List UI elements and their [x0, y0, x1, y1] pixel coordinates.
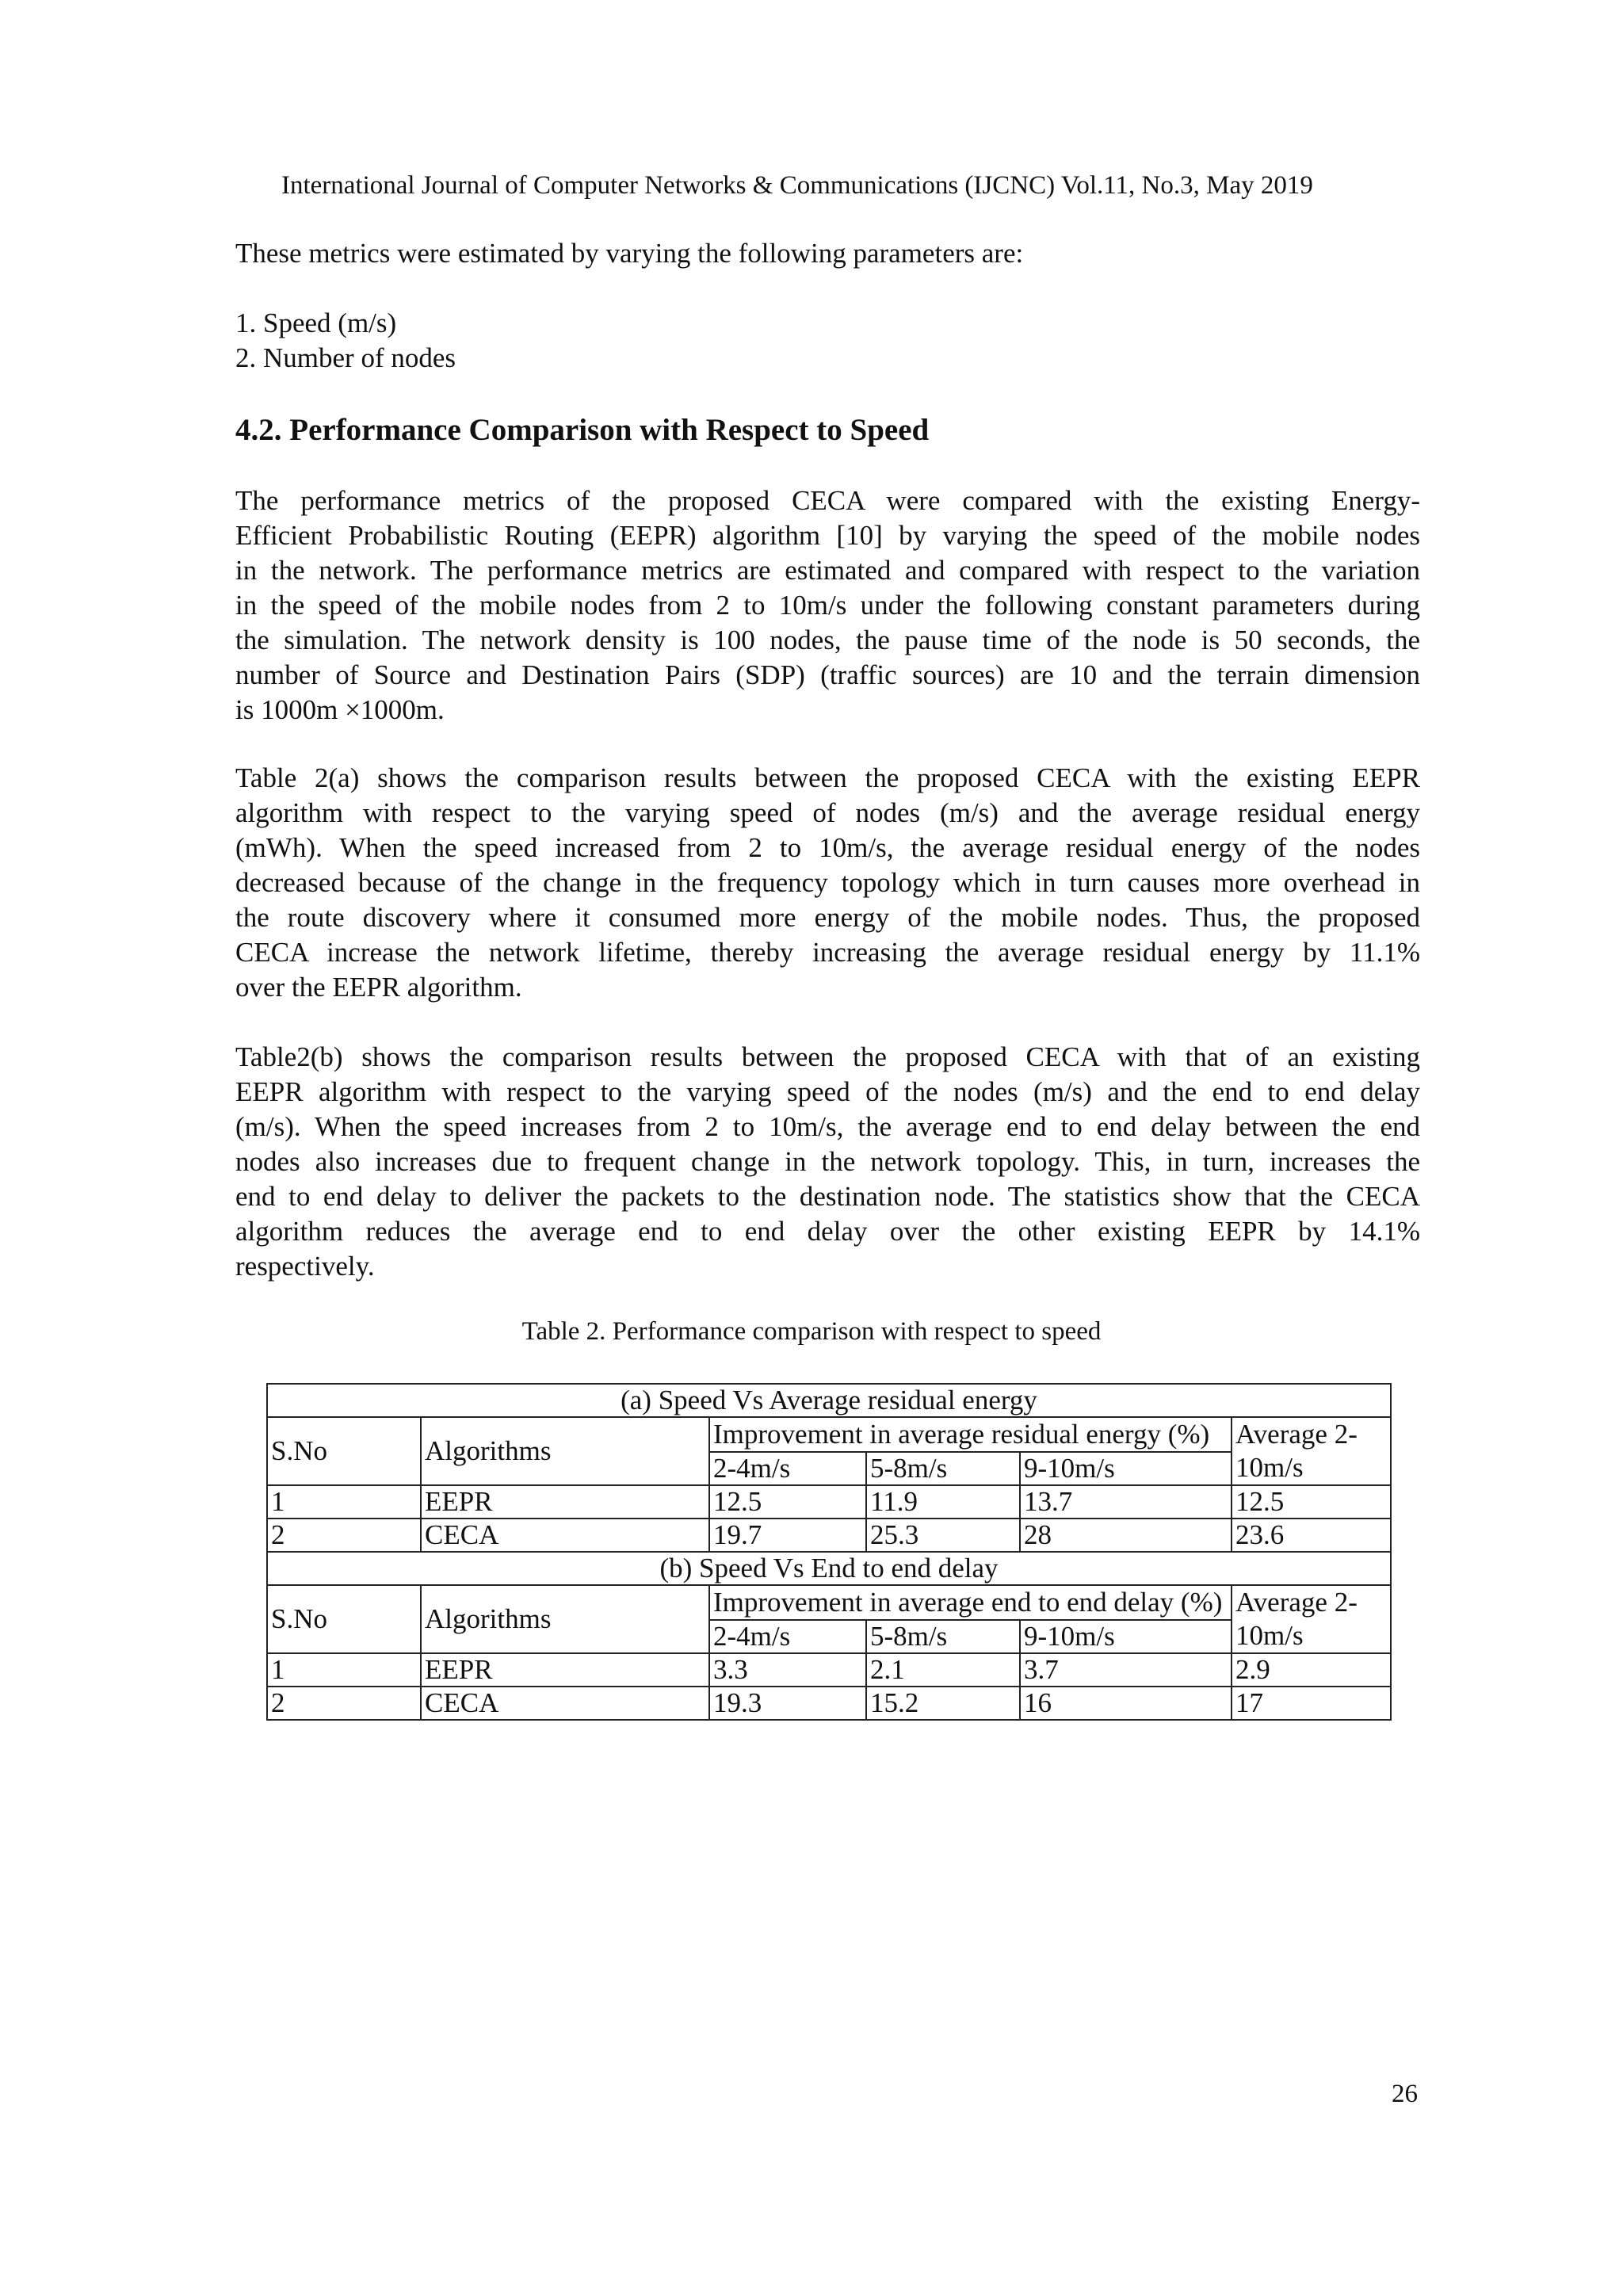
table-a-average-header: Average 2-10m/s — [1232, 1417, 1391, 1485]
table-a-algorithms-header: Algorithms — [421, 1417, 709, 1485]
paragraph-line: the simulation. The network density is 100 nodes, the pause time of the node is 50 seconds, the — [235, 625, 1420, 655]
paragraph-line: Table 2(a) shows the comparison results between the proposed CECA with the existing EEPR — [235, 762, 1420, 793]
intro-line: These metrics were estimated by varying the following parameters are: — [235, 238, 1024, 269]
table-cell: 11.9 — [866, 1485, 1020, 1519]
table-cell: 28 — [1020, 1519, 1232, 1552]
table-cell: 23.6 — [1232, 1519, 1391, 1552]
table-cell: EEPR — [421, 1485, 709, 1519]
table-cell: 25.3 — [866, 1519, 1020, 1552]
parameter-item-nodes: 2. Number of nodes — [235, 342, 456, 373]
paragraph-line: The performance metrics of the proposed CECA were compared with the existing Energy- — [235, 485, 1420, 516]
page-number: 26 — [1392, 2080, 1418, 2108]
paragraph-1 — [235, 483, 1420, 728]
table-cell: 3.7 — [1020, 1653, 1232, 1687]
table-a-range-header: 2-4m/s — [709, 1452, 866, 1485]
table-b-sno-header: S.No — [267, 1585, 421, 1653]
table-cell: CECA — [421, 1687, 709, 1720]
table-a-sno-header: S.No — [267, 1417, 421, 1485]
table-b-algorithms-header: Algorithms — [421, 1585, 709, 1653]
table-row — [267, 1485, 1391, 1519]
table-cell: 19.7 — [709, 1519, 866, 1552]
paragraph-line: end to end delay to deliver the packets to the destination node. The statistics show that the CECA — [235, 1181, 1420, 1212]
table-cell: 12.5 — [709, 1485, 866, 1519]
table-caption: Table 2. Performance comparison with respect to speed — [521, 1317, 1102, 1346]
table-b-title: (b) Speed Vs End to end delay — [267, 1552, 1391, 1585]
table-b-range-header: 5-8m/s — [866, 1620, 1020, 1653]
paragraph-line: (m/s). When the speed increases from 2 to 10m/s, the average end to end delay between the end — [235, 1111, 1420, 1142]
paragraph-line: the route discovery where it consumed more energy of the mobile nodes. Thus, the proposed — [235, 902, 1420, 933]
table-cell: 2.1 — [866, 1653, 1020, 1687]
paragraph-line: over the EEPR algorithm. — [235, 972, 522, 1003]
table-cell: 15.2 — [866, 1687, 1020, 1720]
table-cell: EEPR — [421, 1653, 709, 1687]
table-a-range-header: 9-10m/s — [1020, 1452, 1232, 1485]
paragraph-line: decreased because of the change in the frequency topology which in turn causes more overhead in — [235, 867, 1420, 898]
table-cell: 2 — [267, 1687, 421, 1720]
paragraph-line: nodes also increases due to frequent change in the network topology. This, in turn, increases the — [235, 1146, 1420, 1177]
performance-table — [266, 1383, 1392, 1721]
paragraph-line: number of Source and Destination Pairs (SDP) (traffic sources) are 10 and the terrain dimension — [235, 659, 1420, 690]
table-cell: 19.3 — [709, 1687, 866, 1720]
table-b-range-header: 9-10m/s — [1020, 1620, 1232, 1653]
table-a-improvement-header: Improvement in average residual energy (%) — [709, 1417, 1232, 1452]
paragraph-line: in the network. The performance metrics are estimated and compared with respect to the variation — [235, 555, 1420, 586]
table-row — [267, 1653, 1391, 1687]
table-cell: 16 — [1020, 1687, 1232, 1720]
table-a-title: (a) Speed Vs Average residual energy — [267, 1384, 1391, 1417]
paragraph-line: is 1000m ×1000m. — [235, 694, 445, 725]
paragraph-line: algorithm with respect to the varying speed of nodes (m/s) and the average residual energy — [235, 797, 1420, 828]
table-cell: 12.5 — [1232, 1485, 1391, 1519]
table-cell: 1 — [267, 1653, 421, 1687]
table-row — [267, 1687, 1391, 1720]
table-a-range-header: 5-8m/s — [866, 1452, 1020, 1485]
running-header: International Journal of Computer Networks & Communications (IJCNC) Vol.11, No.3, May 2019 — [281, 171, 1313, 200]
table-cell: 1 — [267, 1485, 421, 1519]
paragraph-line: EEPR algorithm with respect to the varying speed of the nodes (m/s) and the end to end delay — [235, 1076, 1420, 1107]
table-cell: 2.9 — [1232, 1653, 1391, 1687]
table-cell: 2 — [267, 1519, 421, 1552]
table-cell: 3.3 — [709, 1653, 866, 1687]
parameter-item-speed: 1. Speed (m/s) — [235, 308, 397, 338]
table-cell: 17 — [1232, 1687, 1391, 1720]
paragraph-line: respectively. — [235, 1251, 375, 1282]
table-cell: 13.7 — [1020, 1485, 1232, 1519]
paragraph-line: algorithm reduces the average end to end delay over the other existing EEPR by 14.1% — [235, 1216, 1420, 1247]
paragraph-line: (mWh). When the speed increased from 2 to 10m/s, the average residual energy of the nodes — [235, 832, 1420, 863]
paragraph-2 — [235, 761, 1420, 1005]
paragraph-line: Efficient Probabilistic Routing (EEPR) algorithm [10] by varying the speed of the mobile nodes — [235, 520, 1420, 551]
paragraph-line: CECA increase the network lifetime, thereby increasing the average residual energy by 11.1% — [235, 937, 1420, 968]
table-b-range-header: 2-4m/s — [709, 1620, 866, 1653]
paragraph-line: in the speed of the mobile nodes from 2 to 10m/s under the following constant parameters during — [235, 590, 1420, 621]
paragraph-3 — [235, 1040, 1420, 1284]
table-cell: CECA — [421, 1519, 709, 1552]
table-row — [267, 1519, 1391, 1552]
paragraph-line: Table2(b) shows the comparison results between the proposed CECA with that of an existing — [235, 1041, 1420, 1072]
table-b-improvement-header: Improvement in average end to end delay (%) — [709, 1585, 1232, 1620]
table-b-average-header: Average 2-10m/s — [1232, 1585, 1391, 1653]
section-heading: 4.2. Performance Comparison with Respect to Speed — [235, 413, 930, 447]
